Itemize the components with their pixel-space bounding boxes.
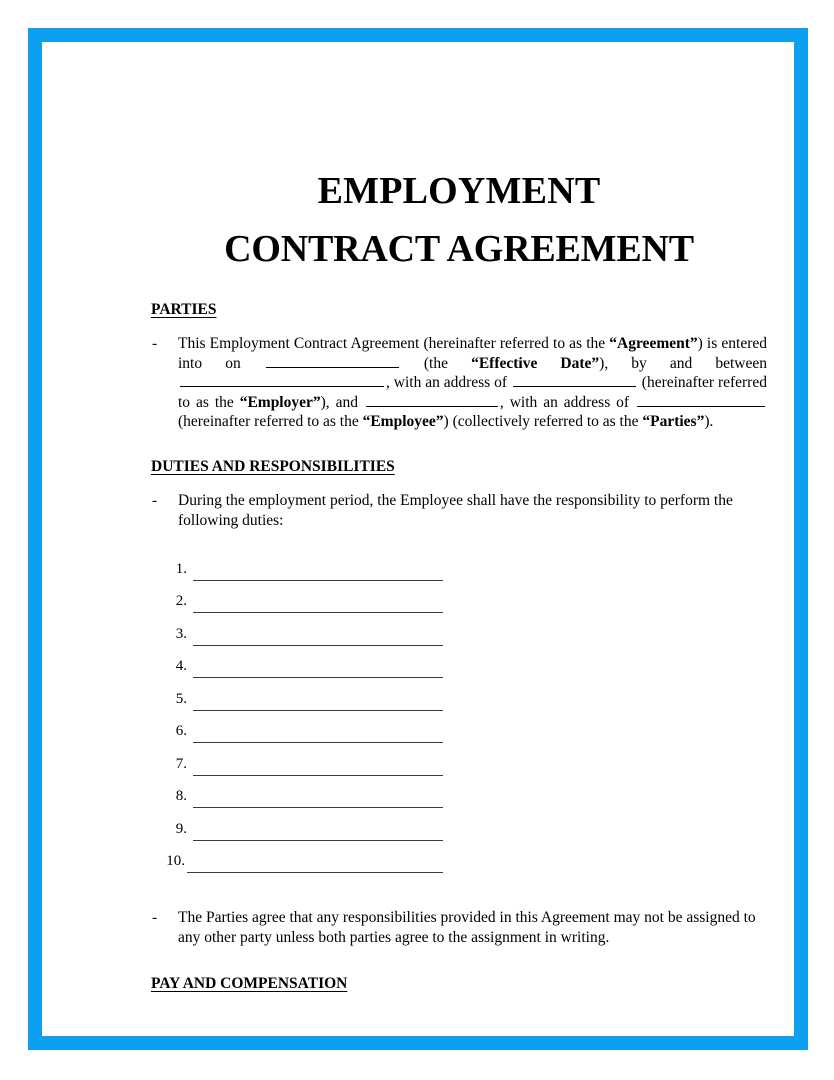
parties-bullet-paragraph [151, 334, 767, 432]
parties-paragraph-text [178, 334, 767, 432]
parties-text-7: ), and [320, 393, 364, 411]
employer-name-blank-field[interactable] [180, 373, 384, 387]
bullet-dash-icon: - [152, 909, 158, 927]
duty-list-item [151, 581, 767, 614]
duty-list-item [151, 613, 767, 646]
page-title [151, 162, 767, 278]
effective-date-blank-field[interactable] [266, 354, 399, 368]
parties-text-6: (hereinafter referred to as the [178, 374, 767, 411]
document-content [151, 162, 767, 994]
duties-intro-paragraph [151, 491, 767, 530]
duty-item-blank-field[interactable] [193, 774, 443, 776]
parties-text-5: , with an address of [386, 374, 511, 392]
duty-list-item [151, 548, 767, 581]
duty-item-blank-field[interactable] [193, 676, 443, 678]
employee-name-blank-field[interactable] [366, 393, 498, 407]
duty-item-blank-field[interactable] [187, 871, 443, 873]
title-line-1: EMPLOYMENT [317, 170, 601, 212]
duty-list-item [151, 743, 767, 776]
duty-item-blank-field[interactable] [193, 709, 443, 711]
duty-item-number: 10. [166, 853, 185, 870]
duty-list-item [151, 841, 767, 874]
parties-text-10: ) (collectively referred to as the [443, 413, 643, 431]
duties-closing-paragraph [151, 908, 767, 947]
duty-item-number: 7. [175, 755, 187, 772]
duty-list-item [151, 678, 767, 711]
employee-address-blank-field[interactable] [637, 393, 765, 407]
section-heading-pay: PAY AND COMPENSATION [151, 975, 348, 993]
title-line-2: CONTRACT AGREEMENT [224, 228, 694, 270]
duty-item-blank-field[interactable] [193, 611, 443, 613]
duties-numbered-list [151, 548, 767, 873]
duty-list-item [151, 711, 767, 744]
duty-list-item [151, 776, 767, 809]
bullet-dash-icon: - [152, 491, 158, 509]
bullet-dash-icon: - [152, 335, 158, 352]
duty-item-number: 5. [175, 690, 187, 707]
term-employer: “Employer” [239, 393, 321, 411]
term-agreement: “Agreement” [609, 335, 698, 352]
duties-closing-text: The Parties agree that any responsibilities provided in this Agreement may not be assigned to any other party unless both parties agree to the assignment in writing. [178, 909, 756, 946]
duties-intro-text: During the employment period, the Employee shall have the responsibility to perform the following duties: [178, 491, 733, 529]
parties-text-1: This Employment Contract Agreement (hereinafter referred to as the [178, 335, 610, 352]
term-employee: “Employee” [362, 413, 444, 431]
parties-text-8: , with an address of [499, 393, 635, 411]
parties-text-9: (hereinafter referred to as the [178, 413, 363, 431]
duty-item-blank-field[interactable] [193, 806, 443, 808]
duty-item-blank-field[interactable] [193, 644, 443, 646]
duty-item-number: 4. [175, 658, 187, 675]
parties-text-4: ), by and between [599, 354, 767, 372]
duty-item-number: 1. [175, 560, 187, 577]
duty-item-number: 2. [175, 593, 187, 610]
duty-item-number: 3. [175, 625, 187, 642]
duty-item-blank-field[interactable] [193, 839, 443, 841]
duty-item-number: 9. [175, 820, 187, 837]
duty-list-item [151, 808, 767, 841]
term-parties: “Parties” [642, 413, 705, 431]
section-heading-duties: DUTIES AND RESPONSIBILITIES [151, 457, 395, 475]
parties-text-11: ). [704, 413, 714, 431]
duty-item-blank-field[interactable] [193, 741, 443, 743]
parties-text-3: (the [400, 354, 472, 372]
parties-text-2: ) is entered into on [178, 335, 767, 372]
employer-address-blank-field[interactable] [513, 373, 636, 387]
section-heading-parties: PARTIES [151, 301, 217, 318]
duty-list-item [151, 646, 767, 679]
duty-item-number: 8. [175, 788, 187, 805]
blue-page-border [28, 28, 808, 1050]
term-effective-date: “Effective Date” [471, 354, 600, 372]
duty-item-number: 6. [175, 723, 187, 740]
duty-item-blank-field[interactable] [193, 579, 443, 581]
